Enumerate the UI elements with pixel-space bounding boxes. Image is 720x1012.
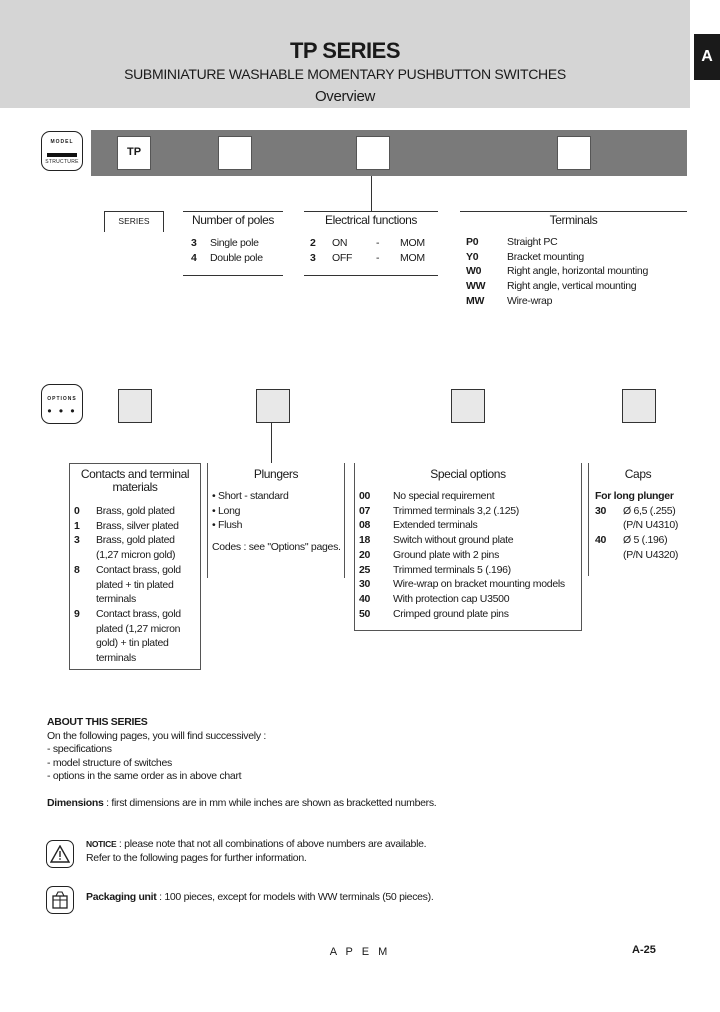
functions-top-rule: [304, 211, 438, 212]
connector-line: [271, 422, 272, 463]
notice-line: NOTICE : please note that not all combinations of above numbers are available.: [86, 838, 427, 850]
section-tab[interactable]: A: [694, 34, 720, 80]
caps-title: Caps: [624, 467, 652, 481]
list-item-line: gold) + tin plated: [96, 637, 169, 650]
notice-line: Refer to the following pages for further information.: [86, 851, 307, 864]
warning-icon-glyph: [50, 845, 70, 863]
list-item: 3 OFF - MOM: [310, 251, 425, 264]
contacts-title: [70, 468, 200, 494]
plungers-panel: [207, 463, 345, 578]
notice-text: [86, 838, 426, 865]
section-title: Overview: [314, 88, 376, 105]
list-item: 30 Ø 6,5 (.255): [595, 504, 676, 517]
list-item: - options in the same order as in above chart: [47, 770, 242, 782]
contacts-title-line: Contacts and terminal: [80, 467, 190, 481]
connector-line: [371, 176, 372, 211]
list-item-line: terminals: [96, 593, 136, 606]
functions-title: Electrical functions: [324, 213, 418, 227]
about-title: ABOUT THIS SERIES: [47, 716, 148, 728]
contacts-panel: [69, 463, 201, 670]
badge-label: MODEL: [50, 139, 74, 145]
list-item-line: terminals: [96, 652, 136, 665]
list-item: 8 Contact brass, gold: [74, 563, 181, 576]
poles-bottom-rule: [183, 275, 283, 276]
poles-code-box[interactable]: [218, 136, 252, 170]
list-item: 3 Brass, gold plated: [74, 534, 175, 547]
list-item: WW Right angle, vertical mounting: [466, 280, 637, 293]
about-intro: On the following pages, you will find successively :: [47, 729, 267, 742]
contacts-title-line: materials: [112, 480, 158, 494]
caps-code-box[interactable]: [622, 389, 656, 423]
warning-icon: [46, 840, 74, 868]
plungers-title: Plungers: [253, 467, 299, 481]
page-title: TP SERIES: [289, 38, 401, 63]
list-item: 20 Ground plate with 2 pins: [359, 548, 500, 561]
functions-list: [304, 236, 438, 265]
list-item-line: plated (1,27 micron: [96, 622, 181, 635]
poles-list: [183, 236, 283, 265]
list-item: 40 Ø 5 (.196): [595, 534, 668, 547]
list-item: 1 Brass, silver plated: [74, 519, 179, 532]
packaging-text: Packaging unit : 100 pieces, except for models with WW terminals (50 pieces).: [86, 891, 434, 903]
list-item: 25 Trimmed terminals 5 (.196): [359, 563, 511, 576]
functions-bottom-rule: [304, 275, 438, 276]
list-item: 3 Single pole: [191, 237, 259, 249]
list-item: - model structure of switches: [47, 756, 172, 769]
list-item: • Flush: [212, 519, 243, 532]
options-badge: [41, 384, 83, 424]
about-section: [47, 716, 436, 810]
poles-title: Number of poles: [191, 213, 275, 227]
list-item-line: (1,27 micron gold): [96, 549, 176, 562]
dimensions-note: Dimensions : first dimensions are in mm while inches are shown as bracketted numbers.: [47, 796, 437, 809]
badge-dots: • • •: [47, 404, 77, 418]
list-item: P0 Straight PC: [466, 236, 558, 248]
contacts-code-box[interactable]: [118, 389, 152, 423]
plunger-code-box[interactable]: [256, 389, 290, 423]
series-label: SERIES: [118, 216, 150, 226]
list-item: 00 No special requirement: [359, 490, 495, 502]
terminals-top-rule: [460, 211, 687, 212]
terminals-list: [460, 235, 687, 309]
caps-list: [595, 489, 678, 563]
list-item: • Long: [212, 504, 241, 517]
page-number: A-25: [632, 944, 656, 956]
list-item: 9 Contact brass, gold: [74, 607, 181, 620]
list-item: 30 Wire-wrap on bracket mounting models: [359, 578, 565, 591]
list-item-line: (P/N U4320): [623, 548, 679, 561]
list-item: Y0 Bracket mounting: [466, 250, 584, 263]
brand-footer: A P E M: [329, 946, 391, 958]
list-item: 50 Crimped ground plate pins: [359, 607, 509, 620]
poles-top-rule: [183, 211, 283, 212]
list-item: W0 Right angle, horizontal mounting: [466, 265, 648, 278]
package-icon-glyph: [50, 890, 70, 910]
badge-bar: [47, 153, 77, 157]
badge-sub-label: STRUCTURE: [45, 159, 79, 165]
list-item: 18 Switch without ground plate: [359, 534, 514, 547]
series-column: [104, 211, 164, 232]
special-code-box[interactable]: [451, 389, 485, 423]
list-item: 07 Trimmed terminals 3,2 (.125): [359, 504, 519, 517]
special-options-panel: [354, 463, 582, 631]
terminal-code-box[interactable]: [557, 136, 591, 170]
page-header: [0, 0, 690, 108]
model-structure-badge: [41, 131, 83, 171]
caps-panel: [588, 463, 687, 576]
list-item-line: (P/N U4310): [623, 519, 679, 532]
badge-label: OPTIONS: [47, 396, 77, 402]
package-icon: [46, 886, 74, 914]
list-item: 4 Double pole: [191, 251, 263, 264]
plungers-list: [212, 489, 341, 555]
list-item-line: plated + tin plated: [96, 578, 174, 591]
special-options-list: [359, 489, 565, 621]
list-item: 0 Brass, gold plated: [74, 505, 175, 517]
special-options-title: Special options: [430, 467, 506, 481]
list-item: - specifications: [47, 743, 112, 755]
list-item: 08 Extended terminals: [359, 519, 478, 532]
list-item: 40 With protection cap U3500: [359, 592, 510, 605]
page-subtitle: SUBMINIATURE WASHABLE MOMENTARY PUSHBUTTON SWITCHES: [124, 66, 566, 82]
prefix-box: TP: [117, 136, 151, 170]
list-item: • Short - standard: [212, 490, 289, 502]
caps-subtitle: For long plunger: [595, 490, 674, 502]
terminals-title: Terminals: [549, 213, 598, 227]
contacts-list: [74, 504, 181, 666]
function-code-box[interactable]: [356, 136, 390, 170]
list-item: MW Wire-wrap: [466, 294, 553, 307]
plungers-note: Codes : see "Options" pages.: [212, 541, 341, 554]
list-item: 2 ON - MOM: [310, 237, 425, 249]
